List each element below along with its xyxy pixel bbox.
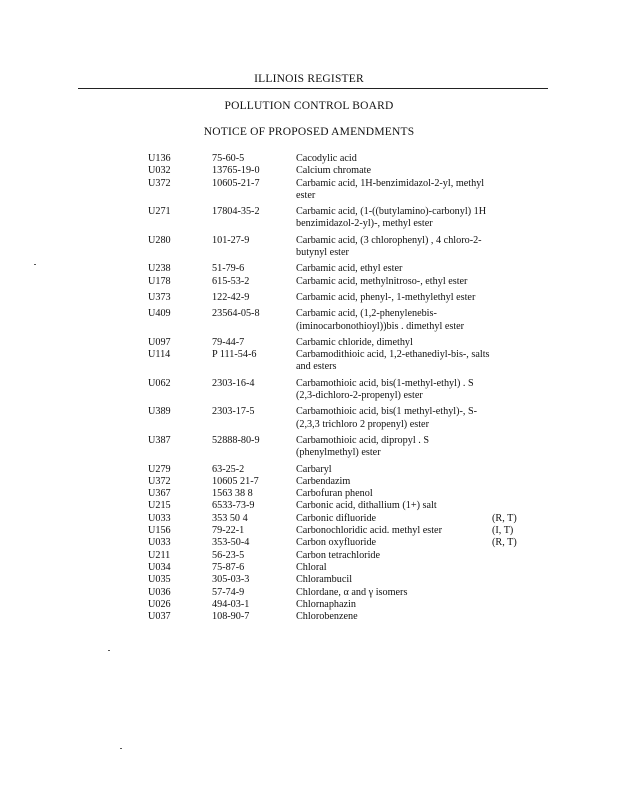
cas-number-cell: P 111-54-6 [212, 349, 257, 361]
cas-number-cell: 51-79-6 [212, 263, 245, 275]
table-row [148, 292, 548, 304]
table-row [148, 611, 548, 623]
waste-code-cell: U271 [148, 206, 171, 218]
substance-name-cell: Carbonochloridic acid. methyl ester [296, 525, 442, 537]
cas-number-cell: 75-87-6 [212, 561, 245, 573]
table-row [148, 235, 548, 260]
waste-code-cell: U062 [148, 377, 171, 389]
substance-name-cell: Carbaryl [296, 463, 332, 475]
waste-code-cell: U238 [148, 263, 171, 275]
cas-number-cell: 353 50 4 [212, 512, 248, 524]
table-row [148, 153, 548, 165]
waste-code-cell: U279 [148, 463, 171, 475]
waste-code-cell: U033 [148, 537, 171, 549]
table-row [148, 206, 548, 231]
cas-number-cell: 6533-73-9 [212, 500, 255, 512]
substance-name-cell: Carbamothioic acid, dipropyl . S (phenylmethyl) ester [296, 434, 429, 459]
cas-number-cell: 63-25-2 [212, 463, 245, 475]
table-row [148, 587, 548, 599]
table-row [148, 537, 548, 549]
board-title: POLLUTION CONTROL BOARD [224, 100, 394, 112]
waste-code-cell: U280 [148, 234, 171, 246]
table-row [148, 500, 548, 512]
table-row [148, 550, 548, 562]
substance-name-cell: Carbamic acid, (1-((butylamino)-carbonyl) 1H benzimidazol-2-yl)-, methyl ester [296, 206, 487, 230]
cas-number-cell: 615-53-2 [212, 275, 250, 287]
cas-number-cell: 57-74-9 [212, 586, 245, 598]
waste-code-cell: U036 [148, 586, 171, 598]
substance-name-cell: Carbamodithioic acid, 1,2-ethanediyl-bis-, salts and esters [296, 349, 490, 373]
hazard-code-cell: (R, T) [492, 512, 517, 524]
cas-number-cell: 101-27-9 [212, 234, 250, 246]
table-row [148, 435, 548, 460]
cas-number-cell: 494-03-1 [212, 598, 250, 610]
cas-number-cell: 10605 21-7 [212, 475, 259, 487]
cas-number-cell: 2303-17-5 [212, 406, 255, 418]
table-row [148, 513, 548, 525]
waste-code-cell: U037 [148, 611, 171, 623]
substance-name-cell: Chlorobenzene [296, 611, 358, 623]
cas-number-cell: 56-23-5 [212, 549, 245, 561]
notice-title: NOTICE OF PROPOSED AMENDMENTS [203, 126, 415, 138]
substance-name-cell: Carbon oxyfluoride [296, 537, 377, 549]
scan-speck [120, 748, 122, 749]
hazard-code-cell: (I, T) [492, 525, 514, 537]
table-row [148, 165, 548, 177]
waste-code-cell: U387 [148, 434, 171, 446]
table-row [148, 525, 548, 537]
waste-code-cell: U032 [148, 165, 171, 177]
substance-name-cell: Carbamic acid, (3 chlorophenyl) , 4 chloro-2-butynyl ester [296, 234, 482, 259]
substance-name-cell: Carbamic acid, (1,2-phenylenebis-(iminocarbonothioyl))bis . dimethyl ester [296, 308, 465, 332]
scan-speck [108, 650, 110, 651]
table-row [148, 178, 548, 203]
substance-name-cell: Chlornaphazin [296, 598, 356, 610]
register-title: ILLINOIS REGISTER [254, 73, 364, 85]
waste-code-cell: U389 [148, 406, 171, 418]
cas-number-cell: 79-22-1 [212, 525, 245, 537]
cas-number-cell: 79-44-7 [212, 336, 245, 348]
waste-code-cell: U372 [148, 177, 171, 189]
substance-name-cell: Carbamic acid, 1H-benzimidazol-2-yl, methyl ester [296, 177, 485, 201]
table-row [148, 349, 548, 374]
waste-code-cell: U097 [148, 336, 171, 348]
cas-number-cell: 1563 38 8 [212, 488, 253, 500]
table-row [148, 406, 548, 431]
cas-number-cell: 23564-05-8 [212, 308, 260, 320]
substance-name-cell: Chlordane, α and γ isomers [296, 586, 408, 598]
scan-speck [34, 264, 36, 265]
waste-code-cell: U409 [148, 308, 171, 320]
table-row [148, 464, 548, 476]
cas-number-cell: 2303-16-4 [212, 377, 255, 389]
waste-code-cell: U034 [148, 561, 171, 573]
substance-name-cell: Carbonic difluoride [296, 512, 377, 524]
table-row [148, 476, 548, 488]
substance-name-cell: Carbamic chloride, dimethyl [296, 336, 413, 348]
substance-name-cell: Cacodylic acid [296, 153, 357, 164]
table-row [148, 276, 548, 288]
table-row [148, 308, 548, 333]
cas-number-cell: 52888-80-9 [212, 434, 260, 446]
substance-name-cell: Chlorambucil [296, 574, 353, 586]
table-row [148, 562, 548, 574]
substance-name-cell: Carbonic acid, dithallium (1+) salt [296, 500, 437, 512]
waste-code-cell: U215 [148, 500, 171, 512]
waste-code-cell: U035 [148, 574, 171, 586]
cas-number-cell: 17804-35-2 [212, 206, 260, 218]
substance-name-cell: Chloral [296, 561, 327, 573]
waste-code-cell: U373 [148, 291, 171, 303]
waste-code-cell: U211 [148, 549, 171, 561]
waste-code-cell: U136 [148, 153, 171, 164]
substance-name-cell: Carbamic acid, methylnitroso-, ethyl ester [296, 275, 468, 287]
cas-number-cell: 10605-21-7 [212, 177, 260, 189]
waste-code-cell: U114 [148, 349, 171, 361]
substance-name-cell: Carbofuran phenol [296, 488, 373, 500]
table-row [148, 599, 548, 611]
table-row [148, 488, 548, 500]
table-row [148, 574, 548, 586]
hazard-code-cell: (R, T) [492, 537, 517, 549]
cas-number-cell: 305-03-3 [212, 574, 250, 586]
header-rule [78, 88, 548, 89]
waste-code-cell: U178 [148, 275, 171, 287]
table-row [148, 263, 548, 275]
waste-code-cell: U372 [148, 475, 171, 487]
waste-code-cell: U033 [148, 512, 171, 524]
substance-name-cell: Carbendazim [296, 475, 351, 487]
substance-name-cell: Calcium chromate [296, 165, 371, 177]
hazardous-waste-table [148, 153, 548, 623]
waste-code-cell: U026 [148, 598, 171, 610]
cas-number-cell: 108-90-7 [212, 611, 250, 623]
substance-name-cell: Carbamic acid, ethyl ester [296, 263, 403, 275]
substance-name-cell: Carbamothioic acid, bis(1-methyl-ethyl) . S (2,3-dichloro-2-propenyl) ester [296, 377, 474, 402]
table-row [148, 378, 548, 403]
cas-number-cell: 75-60-5 [212, 153, 245, 164]
waste-code-cell: U367 [148, 488, 171, 500]
table-row [148, 337, 548, 349]
substance-name-cell: Carbon tetrachloride [296, 549, 381, 561]
waste-code-cell: U156 [148, 525, 171, 537]
cas-number-cell: 353-50-4 [212, 537, 250, 549]
cas-number-cell: 122-42-9 [212, 291, 250, 303]
cas-number-cell: 13765-19-0 [212, 165, 260, 177]
substance-name-cell: Carbamic acid, phenyl-, 1-methylethyl ester [296, 291, 476, 303]
substance-name-cell: Carbamothioic acid, bis(1 methyl-ethyl)-, S-(2,3,3 trichloro 2 propenyl) ester [296, 406, 478, 430]
